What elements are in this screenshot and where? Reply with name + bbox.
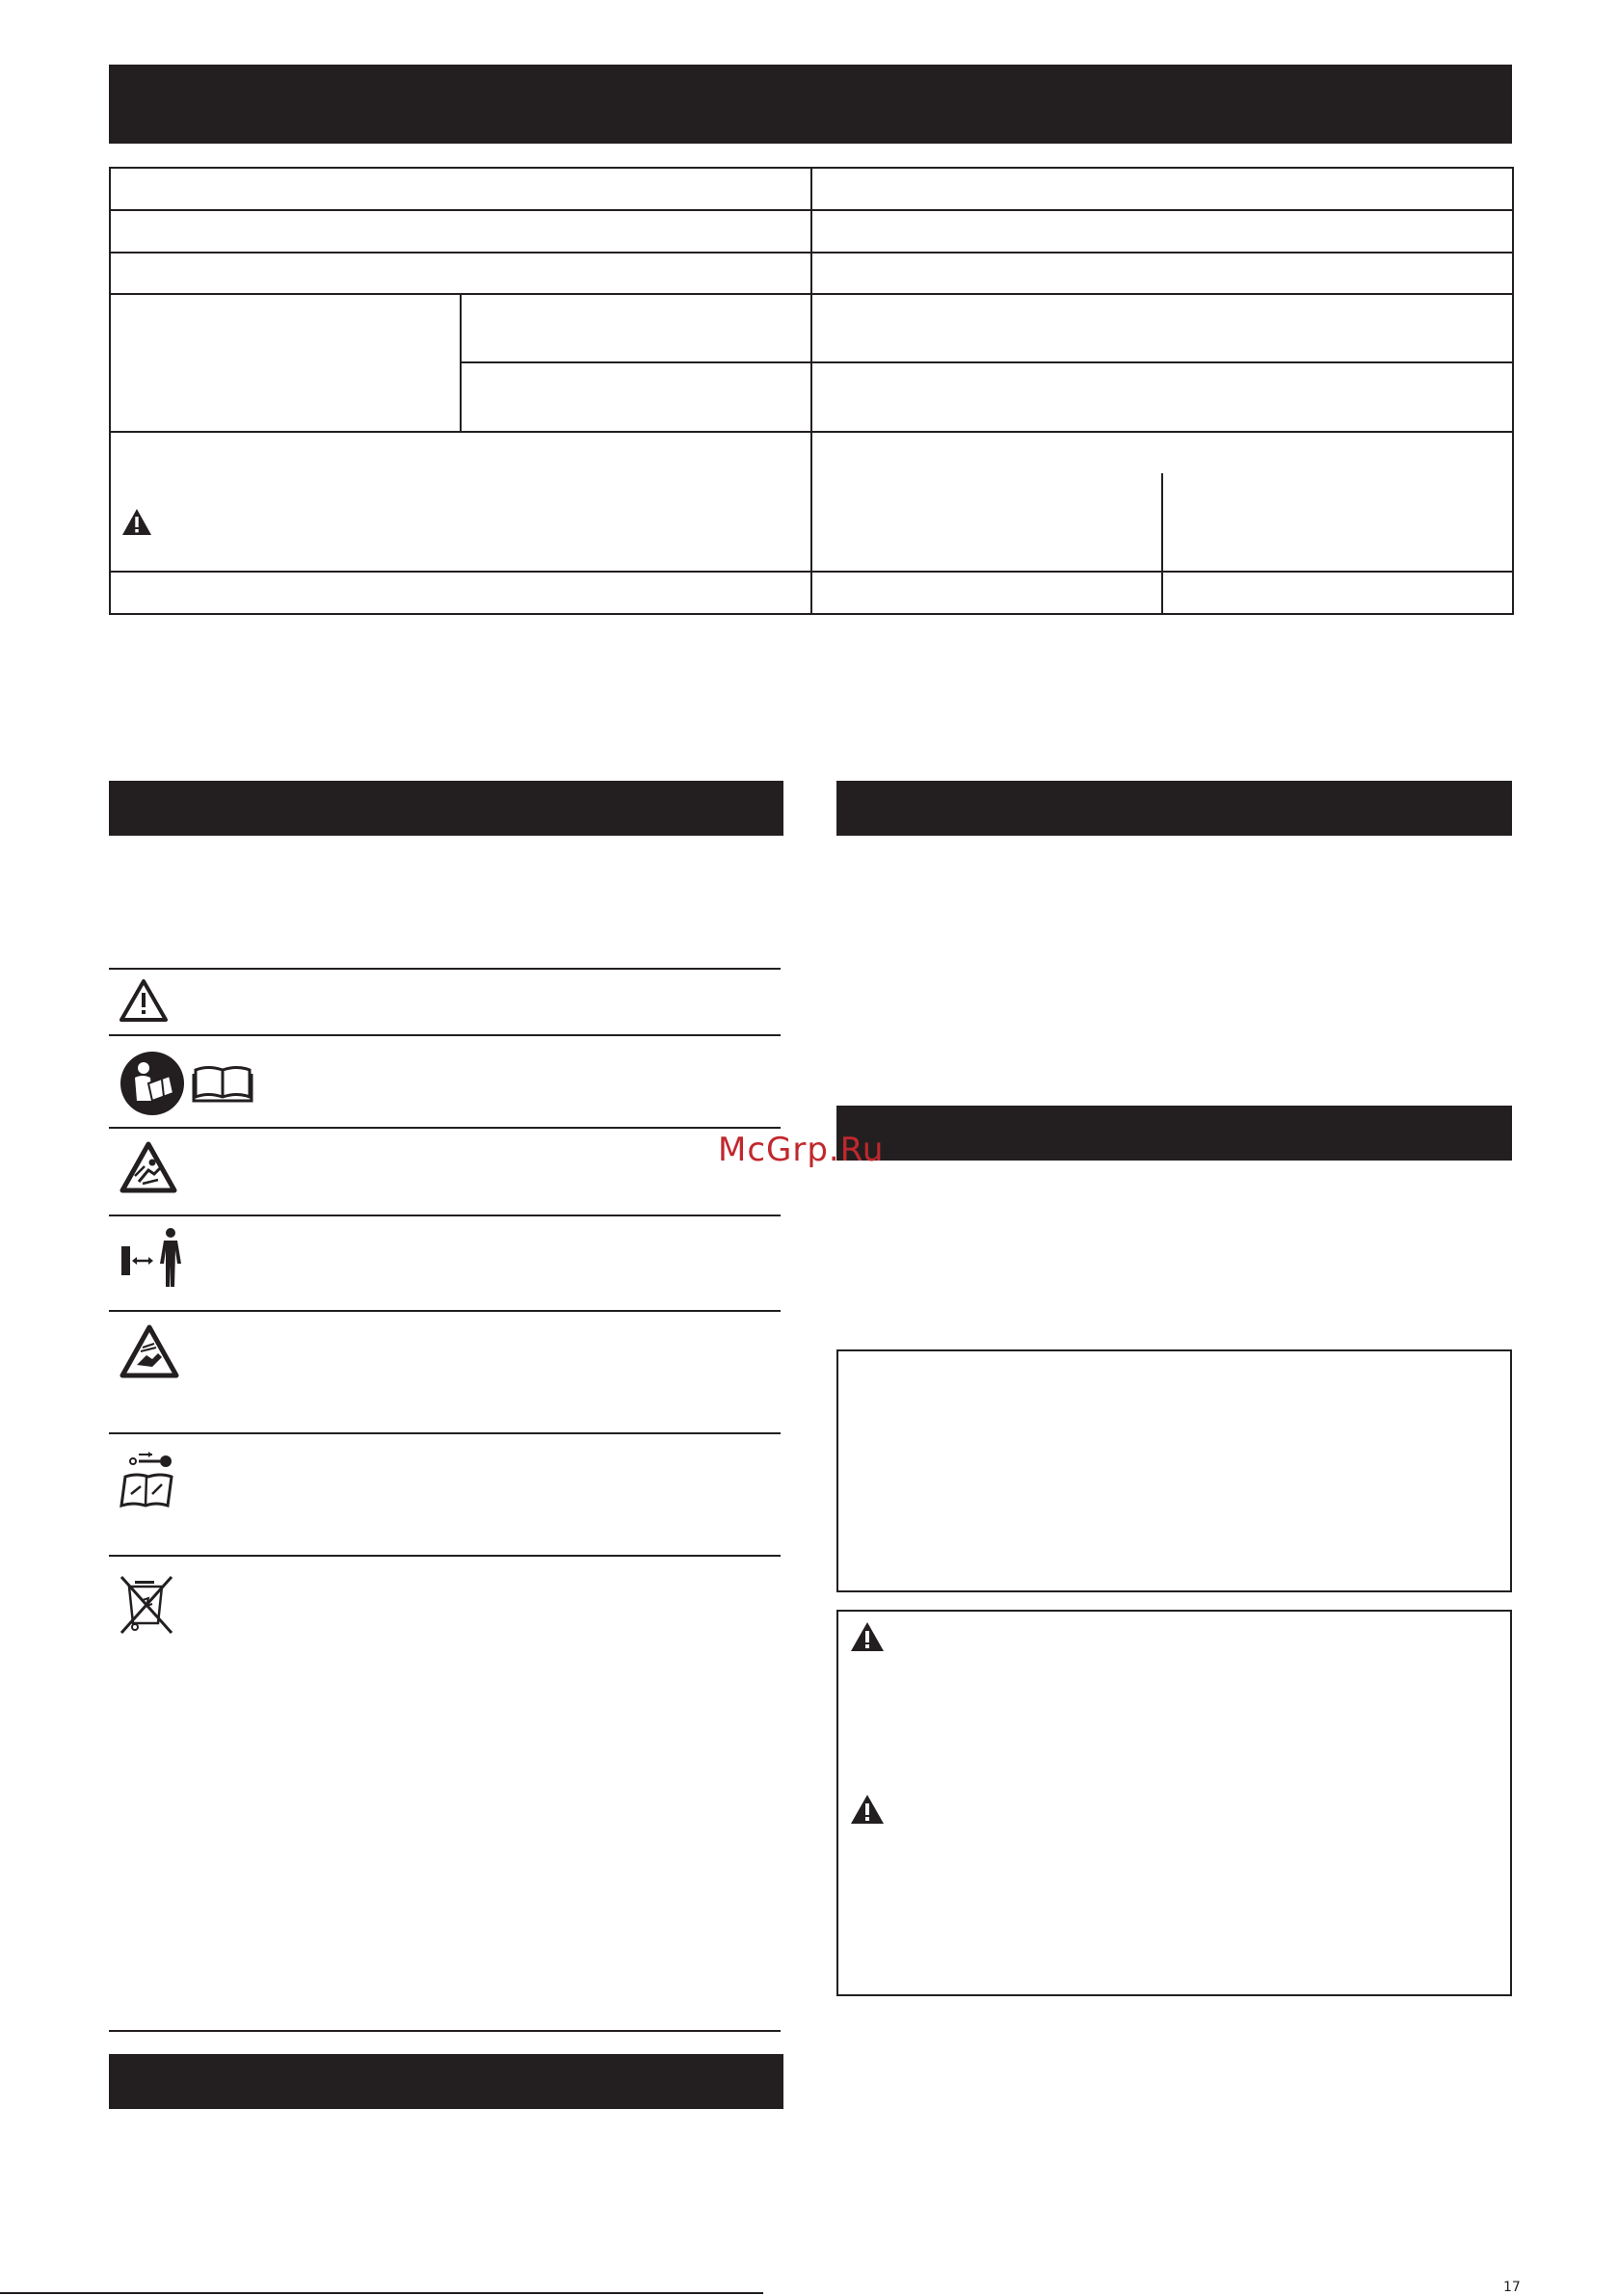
symbol-row-divider <box>109 968 781 970</box>
info-frame <box>836 1349 1512 1592</box>
watermark: McGrp.Ru <box>718 1131 885 1169</box>
cut-hazard-triangle-icon <box>119 1141 177 1193</box>
page-number: 17 <box>1503 2280 1521 2295</box>
symbol-row-divider <box>109 2030 781 2032</box>
remove-key-before-maintenance-icon <box>119 1450 177 1509</box>
keep-distance-person-icon <box>119 1227 187 1289</box>
warning-triangle-icon <box>850 1794 885 1825</box>
safety-warnings-header-bar <box>109 2054 783 2109</box>
symbol-row-divider <box>109 1034 781 1036</box>
warning-frame <box>836 1610 1512 1996</box>
specifications-table <box>0 0 1618 675</box>
crossed-out-bin-icon <box>119 1575 173 1635</box>
hand-hazard-triangle-icon <box>119 1324 179 1378</box>
noise-header-bar <box>836 1106 1512 1161</box>
symbols-header-bar <box>109 781 783 836</box>
footer-rule <box>0 2292 763 2294</box>
warning-triangle-icon <box>119 979 168 1022</box>
symbol-row-divider <box>109 1432 781 1434</box>
symbol-row-divider <box>109 1127 781 1129</box>
read-manual-icon <box>119 1051 185 1116</box>
symbol-row-divider <box>109 1310 781 1312</box>
symbol-row-divider <box>109 1555 781 1557</box>
intended-use-header-bar <box>836 781 1512 836</box>
symbol-row-divider <box>109 1215 781 1216</box>
warning-triangle-icon <box>850 1621 885 1652</box>
open-book-icon <box>193 1064 252 1103</box>
warning-triangle-icon <box>121 508 152 536</box>
